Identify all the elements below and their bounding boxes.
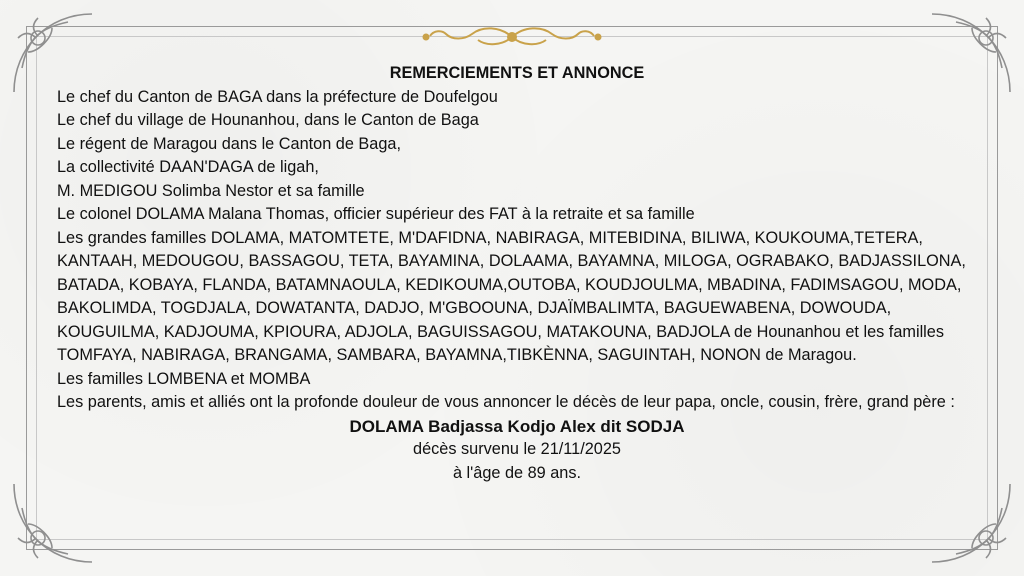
deceased-name: DOLAMA Badjassa Kodjo Alex dit SODJA [349,416,685,436]
notice-line: La collectivité DAAN'DAGA de ligah, [57,158,319,176]
lombena-line: Les familles LOMBENA et MOMBA [57,369,311,388]
notice-line: Le chef du village de Hounanhou, dans le Canton de Baga [57,111,479,129]
notice-line: Le régent de Maragou dans le Canton de Baga, [57,134,401,153]
gold-ornament-icon [412,22,612,52]
notice-line: Le chef du Canton de BAGA dans la préfecture de Doufelgou [57,87,498,106]
death-date: décès survenu le 21/11/2025 [413,440,621,458]
notice-line: M. MEDIGOU Solimba Nestor et sa famille [57,181,365,200]
families-paragraph: Les grandes familles DOLAMA, MATOMTETE, M'DAFIDNA, NABIRAGA, MITEBIDINA, BILIWA, KOUKOUMA,TETERA, KANTAAH, MEDOUGOU, BASSAGOU, TETA, BAYAMINA, DOLAAMA, BAYAMNA, MILOGA, OGRABAKO, BADJASSILONA, BATADA, KOBAYA, FLANDA, BATAMNAOULA, KEDIKOUMA,OUTOBA, KOUDJOULMA, MBADINA, FADIMSAGOU, MODA, BAKOLIMDA, TOGDJALA, DOWATANTA, DADJO, M'GBOOUNA, DJAÏMBALIMTA, BAGUEWABENA, DOWOUDA, KOUGUILMA, KADJOUMA, KPIOURA, ADJOLA, BAGUISSAGOU, MATAKOUNA, BADJOLA de Hounanhou et les familles TOMFAYA, NABIRAGA, BRANGAMA, SAMBARA, BAYAMNA,TIBKÈNNA, SAGUINTAH, NONON de Maragou. [57,228,966,364]
notice-line: Le colonel DOLAMA Malana Thomas, officier supérieur des FAT à la retraite et sa famille [57,205,695,223]
age-line: à l'âge de 89 ans. [452,463,582,482]
corner-flourish-icon [926,478,1016,568]
notice-title: REMERCIEMENTS ET ANNONCE [389,64,645,82]
corner-flourish-icon [8,478,98,568]
announcement-text: Les parents, amis et alliés ont la profonde douleur de vous annoncer le décès de leur papa, oncle, cousin, frère, grand père : [57,393,955,411]
notice-body [57,62,977,485]
